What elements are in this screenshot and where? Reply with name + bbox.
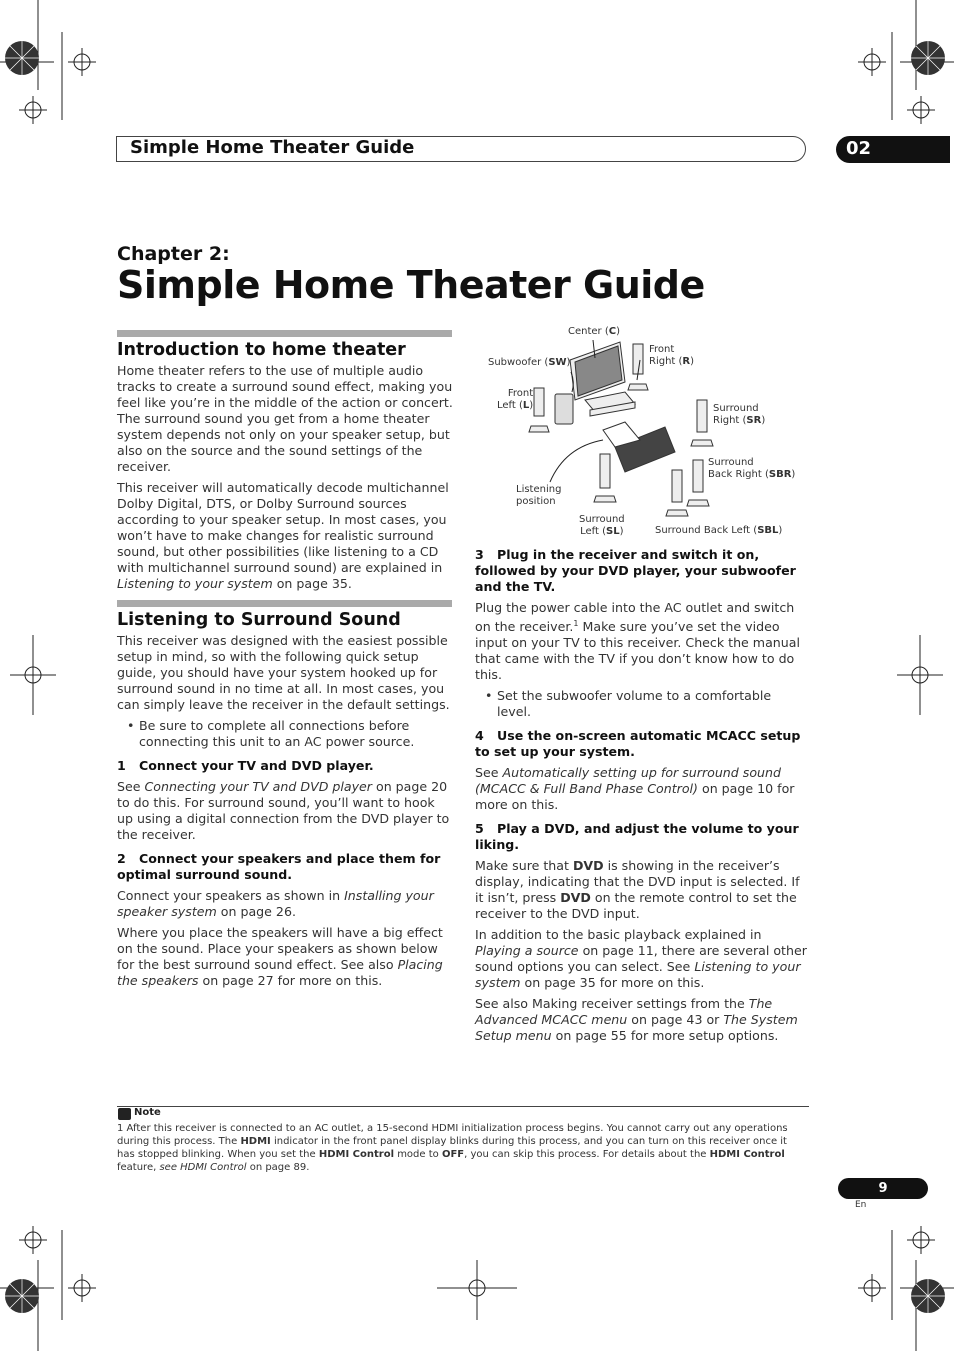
intro-body (117, 363, 453, 597)
section-rule (117, 330, 452, 337)
intro-paragraph-1: Home theater refers to the use of multiple audio tracks to create a surround sound effect, making you feel like you’re in the middle of the action or concert. The surround sound you get from a home theater system depends not only on your speaker setup, but also on the source and the sound settings of the receiver. (117, 363, 453, 474)
paragraph-see-also: See also Making receiver settings from the The Advanced MCACC menu on page 43 or The System Setup menu on page 55 for more setup options. (475, 996, 798, 1044)
note-rule (117, 1106, 809, 1107)
step-1-text: See Connecting your TV and DVD player on page 20 to do this. For surround sound, you’ll want to hook up using a digital connection from the DVD player to the receiver. (117, 779, 450, 842)
step-3-text: Plug the power cable into the AC outlet and switch on the receiver.$^1$ Make sure you’ve set the video input on your TV to this receiver. Check the manual that came with the TV if you don’t know how to do this. (475, 600, 800, 683)
step-4-text: See Automatically setting up for surround sound (MCACC & Full Band Phase Control) on page 10 for more on this. (475, 765, 795, 813)
step-2-text-2: Where you place the speakers will have a big effect on the sound. Place your speakers as shown below for the best surround sound effect. See also Placing the speakers on page 27 for more on this. (117, 925, 443, 988)
step-2-heading: 2 Connect your speakers and place them for optimal surround sound. (117, 851, 441, 882)
bullet-item: • Be sure to complete all connections before connecting this unit to an AC power source. (117, 718, 453, 750)
section-heading-surround: Listening to Surround Sound (117, 610, 401, 630)
speaker-layout-diagram (475, 322, 810, 544)
footnote-text: 1 After this receiver is connected to an AC outlet, a 15-second HDMI initialization process begins. You cannot carry out any operations during this process. The HDMI indicator in the front panel display blinks during this process, and you can turn on this receiver once it has stopped blinking. When you set the HDMI Control mode to OFF, you can skip this process. For details about the HDMI Control feature, see HDMI Control on page 89. (117, 1123, 788, 1173)
header-title: Simple Home Theater Guide (130, 137, 415, 158)
xref-link: Listening to your system (117, 576, 273, 591)
surround-body (117, 633, 453, 994)
label-surround-back-left: Surround Back Left (SBL) (655, 525, 783, 536)
label-subwoofer: Subwoofer (SW) (488, 357, 571, 368)
step-1-heading: 1 Connect your TV and DVD player. (117, 758, 374, 773)
label-surround-right: Surround Right (SR) (713, 403, 766, 426)
step-3-heading: 3 Plug in the receiver and switch it on, followed by your DVD player, your subwoofer and the TV. (475, 547, 796, 594)
section-heading-intro: Introduction to home theater (117, 340, 406, 360)
speaker-illustration (475, 322, 810, 544)
label-front-right: Front Right (R) (649, 344, 695, 367)
label-surround-left: Surround Left (SL) (579, 514, 625, 537)
chapter-number-tab: 02 (836, 136, 950, 163)
bullet-item: • Set the subwoofer volume to a comfortable level. (475, 688, 808, 720)
section-rule (117, 600, 452, 607)
label-center: Center (C) (568, 326, 620, 337)
label-surround-back-right: Surround Back Right (SBR) (708, 457, 796, 480)
paragraph-sound-options: In addition to the basic playback explained in Playing a source on page 11, there are several other sound options you can select. See Listening to your system on page 35 for more on this. (475, 927, 807, 991)
step-4-heading: 4 Use the on-screen automatic MCACC setup to set up your system. (475, 728, 801, 760)
label-listening-position: Listening position (516, 484, 562, 507)
chapter-title: Simple Home Theater Guide (117, 263, 705, 307)
language-code: En (855, 1200, 867, 1210)
label-front-left: Front Left (L) (497, 388, 534, 411)
surround-paragraph-1: This receiver was designed with the easiest possible setup in mind, so with the following quick setup guide, you should have your system hooked up for surround sound in no time at all. In most cases, you can simply leave the receiver in the default settings. (117, 633, 450, 712)
intro-paragraph-2: This receiver will automatically decode multichannel Dolby Digital, DTS, or Dolby Surround sources according to your speaker setup. In most cases, you won’t have to make changes for realistic surround sound, but other possibilities (like listening to a CD with multichannel surround sound) are explained in Listening to your system on page 35. (117, 480, 449, 591)
step-5-text: Make sure that DVD is showing in the receiver’s display, indicating that the DVD input is selected. If it isn’t, press DVD on the remote control to set the receiver to the DVD input. (475, 858, 800, 922)
note-label: Note (134, 1107, 161, 1118)
step-2-text: Connect your speakers as shown in Installing your speaker system on page 26. (117, 888, 434, 919)
step-5-heading: 5 Play a DVD, and adjust the volume to your liking. (475, 821, 799, 853)
page-number: 9 (838, 1178, 928, 1199)
note-icon (118, 1108, 131, 1120)
chapter-label: Chapter 2: (117, 243, 230, 265)
right-column-body (475, 545, 808, 1049)
